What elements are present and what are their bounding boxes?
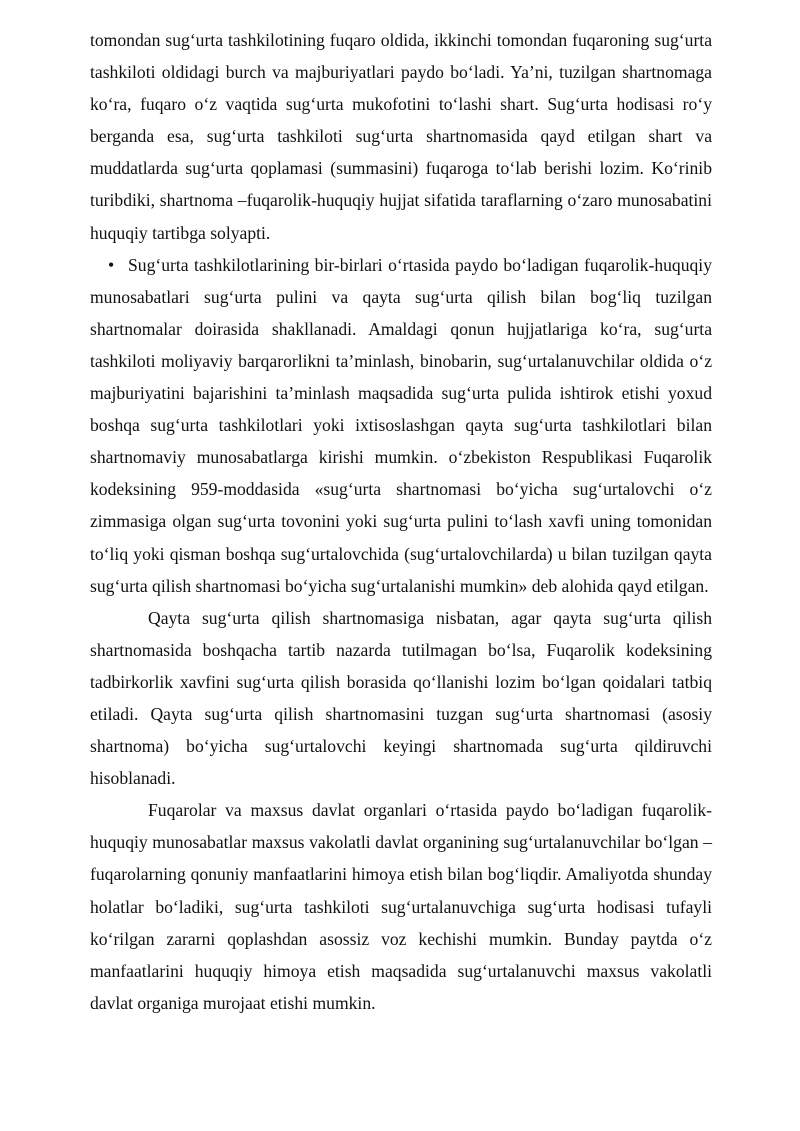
document-body	[90, 24, 712, 1019]
paragraph-2: Sug‘urta tashkilotlarining bir-birlari o‘rtasida paydo bo‘ladigan fuqarolik-huquqiy munosabatlari sug‘urta pulini va qayta sug‘urta qilish bilan bog‘liq tuzilgan shartnomalar doirasida shakllanadi. Amaldagi qonun hujjatlariga ko‘ra, sug‘urta tashkiloti moliyaviy barqarorlikni ta’minlash, binobarin, sug‘urtalanuvchilar oldida o‘z majburiyatini bajarishini ta’minlash maqsadida sug‘urta pulida ishtirok etishi yoxud boshqa sug‘urta tashkilotlari yoki ixtisoslashgan qayta sug‘urta tashkilotlari bilan shartnomaviy munosabatlarga kirishi mumkin. o‘zbekiston Respublikasi Fuqarolik kodeksining 959-moddasida «sug‘urta shartnomasi bo‘yicha sug‘urtalovchi o‘z zimmasiga olgan sug‘urta tovonini yoki sug‘urta pulini to‘lash xavfi uning tomonidan to‘liq yoki qisman boshqa sug‘urtalovchida (sug‘urtalovchilarda) u bilan tuzilgan qayta sug‘urta qilish shartnomasi bo‘yicha sug‘urtalanishi mumkin» deb alohida qayd etilgan.	[90, 254, 712, 596]
bullet-paragraph	[90, 249, 712, 602]
paragraph-4: Fuqarolar va maxsus davlat organlari o‘rtasida paydo bo‘ladigan fuqarolik-huquqiy munosabatlar maxsus vakolatli davlat organining sug‘urtalanuvchilar bo‘lgan – fuqarolarning qonuniy manfaatlarini himoya etish bilan bog‘liqdir. Amaliyotda shunday holatlar bo‘ladiki, sug‘urta tashkiloti sug‘urtalanuvchiga sug‘urta hodisasi tufayli ko‘rilgan zararni qoplashdan asossiz voz kechishi mumkin. Bunday paytda o‘z manfaatlarini huquqiy himoya etish maqsadida sug‘urtalanuvchi maxsus vakolatli davlat organiga murojaat etishi mumkin.	[90, 800, 712, 1013]
paragraph-3: Qayta sug‘urta qilish shartnomasiga nisbatan, agar qayta sug‘urta qilish shartnomasida boshqacha tartib nazarda tutilmagan bo‘lsa, Fuqarolik kodeksining tadbirkorlik xavfini sug‘urta qilish borasida qo‘llanishi lozim bo‘lgan qoidalari tatbiq etiladi. Qayta sug‘urta qilish shartnomasini tuzgan sug‘urta shartnomasi (asosiy shartnoma) bo‘yicha sug‘urtalovchi keyingi shartnomada sug‘urta qildiruvchi hisoblanadi.	[90, 607, 712, 789]
paragraph-1: tomondan sug‘urta tashkilotining fuqaro oldida, ikkinchi tomondan fuqaroning sug‘urta tashkiloti oldidagi burch va majburiyatlari paydo bo‘ladi. Ya’ni, tuzilgan shartnomaga ko‘ra, fuqaro o‘z vaqtida sug‘urta mukofotini to‘lashi shart. Sug‘urta hodisasi ro‘y berganda esa, sug‘urta tashkiloti sug‘urta shartnomasida qayd etilgan shart va muddatlarda sug‘urta qoplamasi (summasini) fuqaroga to‘lab berishi lozim. Ko‘rinib turibdiki, shartnoma –fuqarolik-huquqiy hujjat sifatida taraflarning o‘zaro munosabatini huquqiy tartibga solyapti.	[90, 30, 712, 243]
bullet-icon: •	[108, 254, 115, 275]
